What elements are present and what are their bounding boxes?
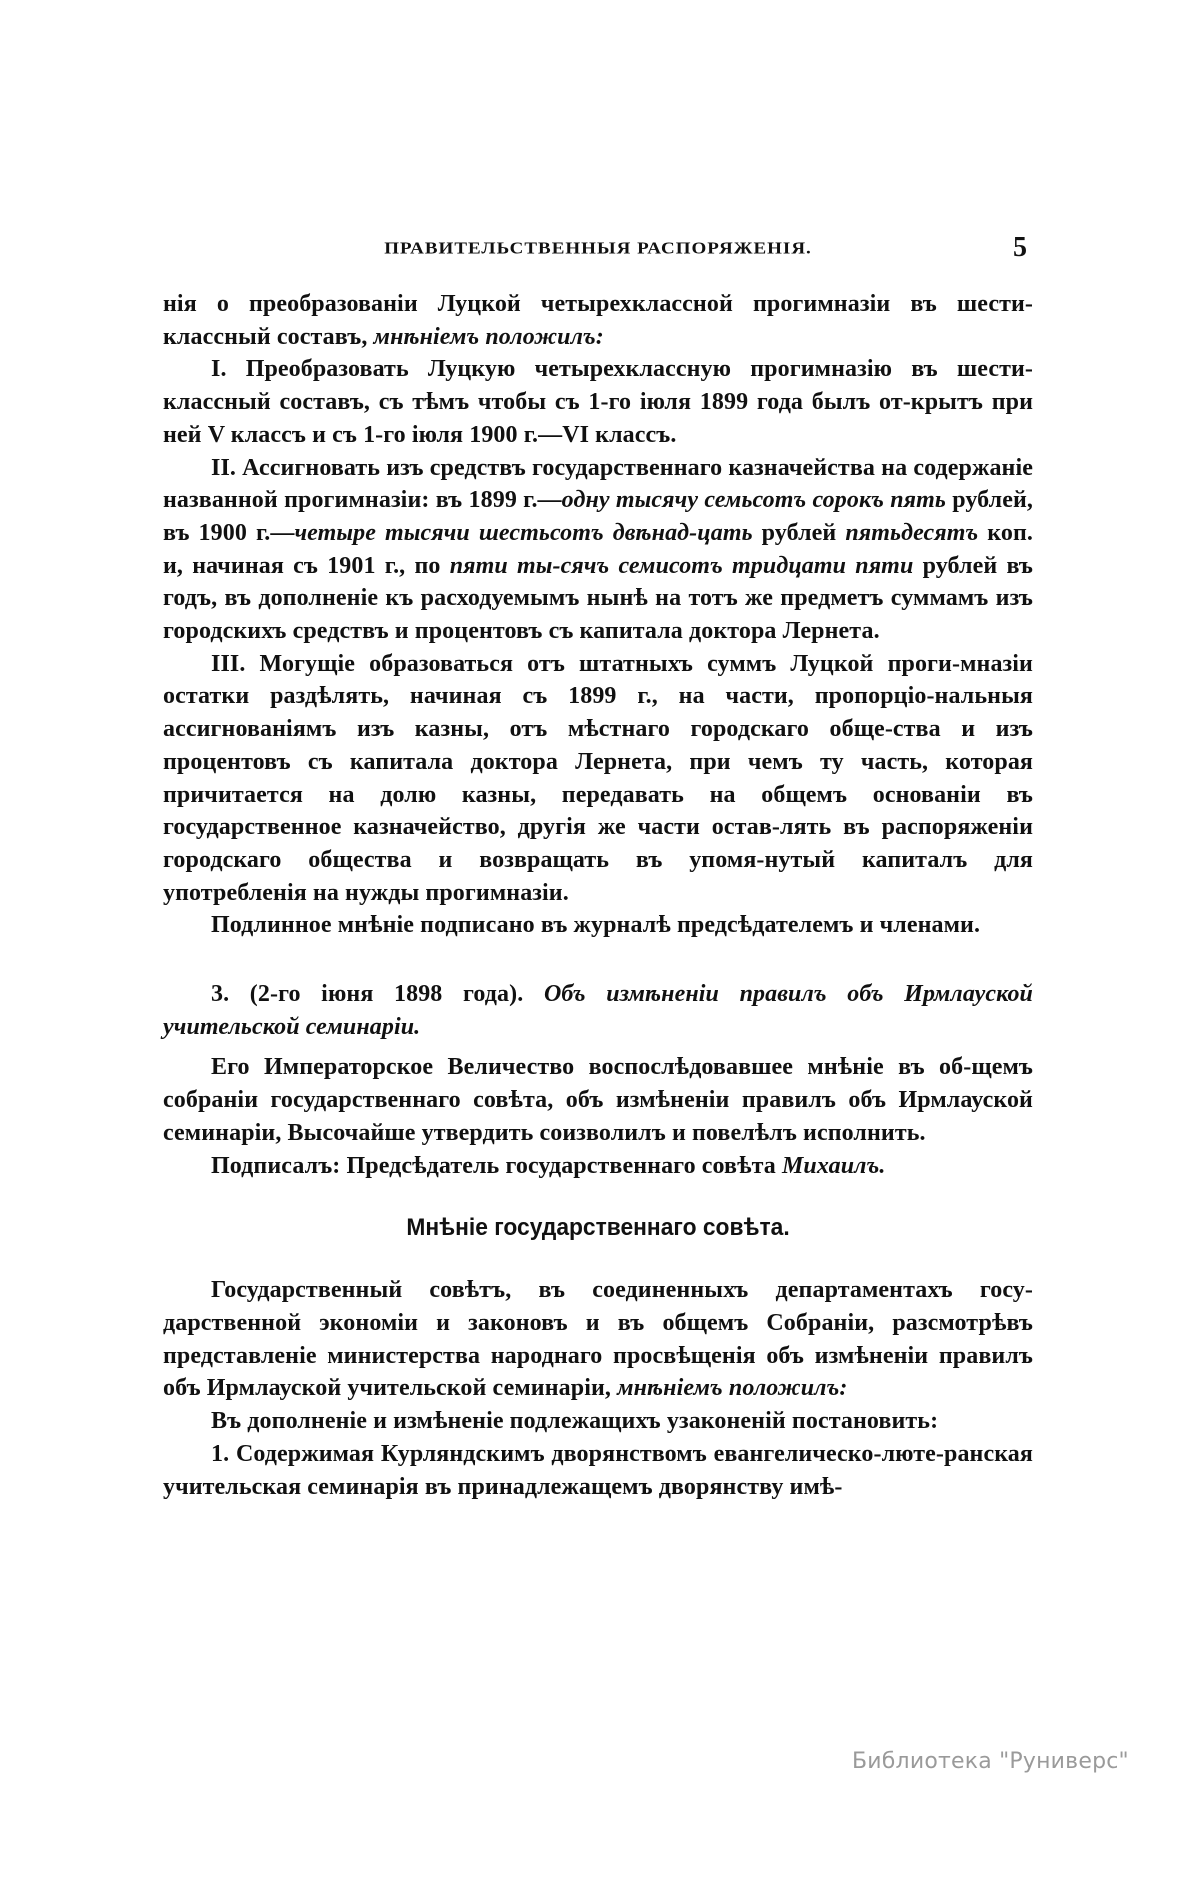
opinion-heading: Мнѣніе государственнаго совѣта. xyxy=(406,1214,790,1242)
running-header xyxy=(163,232,1033,272)
item2-italic-d: четыре тысячи шестьсотъ двѣнад-цать xyxy=(294,519,753,546)
item-1-paragraph: I. Преобразовать Луцкую четырехклассную прогимназію въ шести-классный составъ, съ тѣмъ чтобы съ 1-го іюля 1899 года былъ от-крытъ при ней V классъ и съ 1-го іюля 1900 г.—VI классъ. xyxy=(163,356,1033,448)
signed-by-name: Михаилъ. xyxy=(781,1152,886,1179)
item2-text-a: II. Ассигновать изъ средствъ государственнаго казначейства на содержаніе названной прогимназіи: въ 1899 г.— xyxy=(163,454,1033,514)
item2-text-e: рублей xyxy=(752,519,846,546)
item-2-paragraph xyxy=(163,452,1033,648)
council-text: Государственный совѣтъ, въ соединенныхъ департаментахъ госу-дарственной экономіи и законовъ и въ общемъ Собраніи, разсмотрѣвъ представленіе министерства народнаго просвѣщенія объ измѣненіи правилъ объ Ирмлауской учительской семинаріи, xyxy=(163,1277,1033,1402)
small-gap xyxy=(163,1043,1033,1051)
item2-text-g: коп. и, начиная съ 1901 г., по xyxy=(163,519,1034,579)
intro-italic: мнѣніемъ положилъ: xyxy=(373,323,604,350)
section-gap xyxy=(163,942,1033,978)
intro-text: нія о преобразованіи Луцкой четырехклассной прогимназіи въ шести-классный составъ, xyxy=(163,291,1033,350)
running-title: ПРАВИТЕЛЬСТВЕННЫЯ РАСПОРЯЖЕНІЯ. xyxy=(384,239,812,258)
library-watermark: Библиотека "Руниверс" xyxy=(852,1749,1129,1774)
item2-italic-h: пяти ты-сячъ семисотъ тридцати пяти xyxy=(449,552,914,579)
imperial-paragraph: Его Императорское Величество воспослѣдовавшее мнѣніе въ об-щемъ собраніи государственнаго совѣта, объ измѣненіи правилъ объ Ирмлауской семинаріи, Высочайше утвердить соизволилъ и повелѣлъ исполнить. xyxy=(163,1054,1033,1146)
document-page xyxy=(163,232,1033,1503)
addition-paragraph: Въ дополненіе и измѣненіе подлежащихъ узаконеній постановить: xyxy=(211,1408,939,1435)
item2-text-c: рублей, въ 1900 г.— xyxy=(163,487,1034,546)
heading-gap-bottom xyxy=(163,1244,1033,1274)
council-paragraph xyxy=(163,1274,1033,1405)
section-3-heading xyxy=(163,978,1033,1043)
section-3-title: Объ измѣненіи правилъ объ Ирмлауской учительской семинаріи. xyxy=(163,981,1033,1040)
signed-by-text: Подписалъ: Предсѣдатель государственнаго совѣта xyxy=(211,1152,782,1179)
point-1-paragraph: 1. Содержимая Курляндскимъ дворянствомъ евангелическо-люте-ранская учительская семинарія въ принадлежащемъ дворянству имѣ- xyxy=(163,1440,1033,1500)
item2-italic-b: одну тысячу семьсотъ сорокъ пять xyxy=(561,487,946,514)
item2-text-i: рублей въ годъ, въ дополненіе къ расходуемымъ нынѣ на тотъ же предметъ суммамъ изъ городскихъ средствъ и процентовъ съ капитала доктора Лернета. xyxy=(163,552,1034,645)
council-italic: мнѣніемъ положилъ: xyxy=(617,1375,848,1402)
signed-note: Подлинное мнѣніе подписано въ журналѣ предсѣдателемъ и членами. xyxy=(211,912,981,939)
item2-italic-f: пятьдесятъ xyxy=(845,519,979,546)
page-number: 5 xyxy=(1013,232,1027,263)
signed-by-paragraph xyxy=(163,1150,1033,1183)
item-3-paragraph: III. Могущіе образоваться отъ штатныхъ суммъ Луцкой проги-мназіи остатки раздѣлять, начиная съ 1899 г., на части, пропорціо-нальныя ассигнованіямъ изъ казны, отъ мѣстнаго городскаго обще-ства и изъ процентовъ съ капитала доктора Лернета, при чемъ ту часть, которая причитается на долю казны, передавать на общемъ основаніи въ государственное казначейство, другія же части остав-лять въ распоряженіи городскаго общества и возвращать въ упомя-нутый капиталъ для употребленія на нужды прогимназіи. xyxy=(163,650,1033,906)
section-3-number: 3. (2-го іюня 1898 года). xyxy=(211,981,544,1008)
heading-gap-top xyxy=(163,1182,1033,1212)
intro-paragraph xyxy=(163,288,1033,353)
